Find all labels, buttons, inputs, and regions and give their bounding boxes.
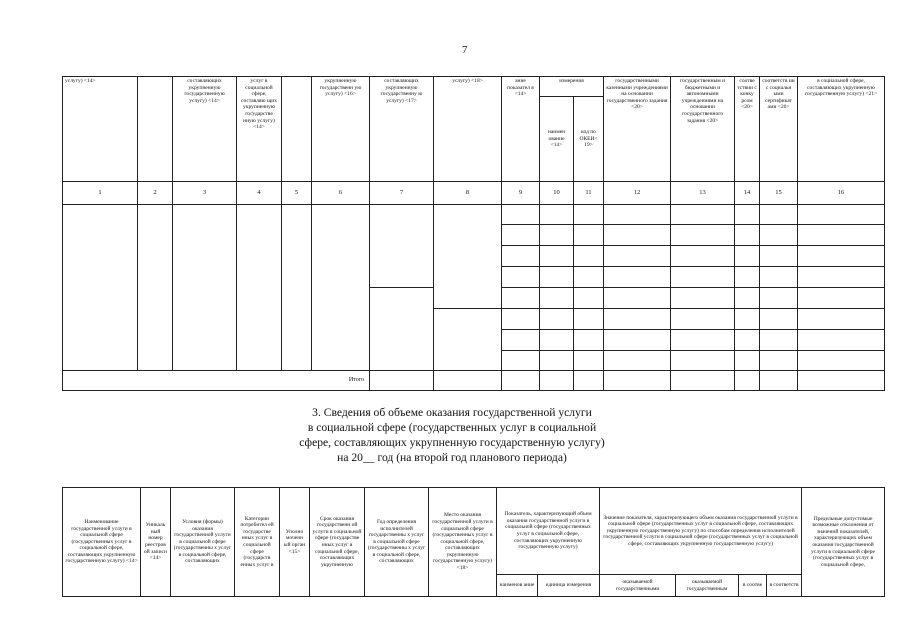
table-cell[interactable]	[760, 330, 798, 351]
table-cell[interactable]	[671, 351, 735, 371]
table-cell[interactable]	[671, 205, 735, 225]
hdr-col-8: услугу) <18>	[434, 77, 502, 182]
hdr-value-state-inst: оказываемой государственными	[600, 575, 676, 597]
table-cell[interactable]	[574, 288, 604, 309]
table-cell[interactable]	[540, 205, 574, 225]
table-cell[interactable]	[604, 351, 671, 371]
hdr-indicator-unit: единица измерения	[538, 575, 600, 597]
table-cell[interactable]	[760, 288, 798, 309]
table-cell[interactable]	[540, 330, 574, 351]
table-cell[interactable]	[671, 225, 735, 246]
table-cell[interactable]	[798, 288, 885, 309]
heading-line: в социальной сфере (государственных услуг в социальной	[307, 421, 597, 434]
colnum: 8	[434, 182, 502, 205]
table-cell[interactable]	[735, 246, 760, 267]
table-cell[interactable]	[540, 288, 574, 309]
total-row	[63, 371, 885, 391]
hdr-authority: Уполно моченн ый орган <15>	[280, 488, 310, 597]
table-cell[interactable]	[798, 330, 885, 351]
table-cell[interactable]	[502, 205, 540, 225]
table-cell[interactable]	[574, 246, 604, 267]
hdr-term: Срок оказания государственн ой услуги в социальной сфере (государстве нных услуг в социальной сфере, составляющих укрупненную	[310, 488, 365, 597]
table-cell[interactable]	[502, 246, 540, 267]
table-cell[interactable]	[282, 205, 312, 371]
page-number: 7	[462, 44, 468, 56]
table-cell[interactable]	[502, 351, 540, 371]
table-cell[interactable]	[370, 371, 434, 391]
colnum: 15	[760, 182, 798, 205]
table-cell[interactable]	[63, 205, 138, 371]
hdr-col-16: в социальной сфере, составляющих укрупненную государственную услугу) <21>	[798, 77, 885, 182]
table-cell[interactable]	[760, 267, 798, 288]
table-row	[63, 205, 885, 225]
heading-line: на 20__ год (на второй год планового периода)	[337, 451, 567, 464]
table-cell[interactable]	[798, 205, 885, 225]
hdr-deviation: Предельные допустимые возможные отклонения от значений показателей, характеризующих объем оказания государственной услуги в социальной сфере (государственных услуг в социальной сфере,	[802, 488, 885, 597]
table-cell[interactable]	[798, 309, 885, 330]
hdr-col-13: государственным и бюджетными и автономными учреждениями на основании государственного задания <20>	[671, 77, 735, 182]
colnum: 14	[735, 182, 760, 205]
hdr-col-7: составляющих укрупненную государственну ю услугу) <17>	[370, 77, 434, 182]
table-cell[interactable]	[237, 205, 282, 371]
hdr-col-4: услуг в социальной сфере, составляю щих укрупненную государстве нную услугу) <14>	[237, 77, 282, 182]
colnum: 7	[370, 182, 434, 205]
table-cell[interactable]	[760, 246, 798, 267]
table-cell[interactable]	[574, 225, 604, 246]
table-cell[interactable]	[540, 267, 574, 288]
hdr-consumer-category: Категории потребител ей государстве нных услуг в социальной сфере (государств енных услуг в	[235, 488, 280, 597]
colnum: 2	[138, 182, 173, 205]
table-cell[interactable]	[798, 267, 885, 288]
hdr-indicator-name: наименов ание	[497, 575, 538, 597]
table-cell[interactable]	[574, 205, 604, 225]
hdr-col-10: наимен ование <14>	[540, 97, 574, 182]
table-cell[interactable]	[735, 225, 760, 246]
table-cell[interactable]	[798, 371, 885, 391]
table-cell[interactable]	[540, 225, 574, 246]
table-cell[interactable]	[798, 225, 885, 246]
colnum: 5	[282, 182, 312, 205]
table-cell[interactable]	[502, 371, 540, 391]
table-cell[interactable]	[604, 225, 671, 246]
colnum: 9	[502, 182, 540, 205]
hdr-col-14: соотве тствии с конку рсом <20>	[735, 77, 760, 182]
table-cell[interactable]	[604, 205, 671, 225]
hdr-col-1: услугу) <14>	[63, 77, 138, 182]
table-cell[interactable]	[502, 288, 540, 309]
table-cell[interactable]	[735, 309, 760, 330]
table-cell[interactable]	[798, 351, 885, 371]
colnum: 4	[237, 182, 282, 205]
table-cell[interactable]	[540, 371, 574, 391]
hdr-unit: измерения	[540, 77, 604, 97]
hdr-conditions: Условия (формы) оказания государственной услуги в социальной сфере (государственны х услуг в социальной сфере, составляющих	[171, 488, 235, 597]
hdr-year: Год определения исполнителей государственны х услуг в социальной сфере (государственны х услуг в социальной сфере, составляющих	[365, 488, 429, 597]
table-cell[interactable]	[671, 288, 735, 309]
colnum: 6	[312, 182, 370, 205]
table-cell[interactable]	[574, 351, 604, 371]
lower-table	[62, 487, 885, 597]
table-cell[interactable]	[502, 330, 540, 351]
table-cell[interactable]	[604, 330, 671, 351]
hdr-col-6: укрупненную государственн ую услугу) <16>	[312, 77, 370, 182]
table-cell[interactable]	[604, 246, 671, 267]
column-numbers-row	[63, 182, 885, 205]
table-cell[interactable]	[671, 330, 735, 351]
colnum: 16	[798, 182, 885, 205]
upper-table	[62, 76, 885, 391]
table-cell[interactable]	[312, 205, 370, 371]
table-cell[interactable]	[138, 205, 173, 371]
table-cell[interactable]	[735, 371, 760, 391]
hdr-col-2	[138, 77, 173, 182]
table-cell[interactable]	[604, 267, 671, 288]
heading-line: сфере, составляющих укрупненную государственную услугу)	[299, 436, 605, 449]
table-cell[interactable]	[574, 330, 604, 351]
hdr-indicator: Показатель, характеризующий объем оказания государственной услуги в социальной сфере (государственных услуг в социальной сфере, составляющих укрупненную государственную услугу)	[497, 488, 600, 575]
hdr-col-3: составляющих укрупненную государственную услугу) <14>	[173, 77, 237, 182]
table-cell[interactable]	[735, 351, 760, 371]
table-cell[interactable]	[671, 267, 735, 288]
table-cell[interactable]	[760, 371, 798, 391]
table-cell[interactable]	[574, 267, 604, 288]
hdr-col-9: ание показател я <14>	[502, 77, 540, 182]
table-cell[interactable]	[502, 309, 540, 330]
table-cell[interactable]	[735, 288, 760, 309]
colnum: 1	[63, 182, 138, 205]
table-cell[interactable]	[540, 246, 574, 267]
total-label: Итого	[63, 371, 370, 391]
colnum: 12	[604, 182, 671, 205]
table-cell[interactable]	[502, 225, 540, 246]
hdr-col-11: код по ОКЕИ< 19>	[574, 97, 604, 182]
table-cell[interactable]	[574, 309, 604, 330]
table-cell[interactable]	[370, 288, 434, 371]
table-cell[interactable]	[173, 205, 237, 371]
table-cell[interactable]	[671, 246, 735, 267]
table-cell[interactable]	[574, 371, 604, 391]
table-cell[interactable]	[540, 309, 574, 330]
table-cell[interactable]	[434, 205, 502, 309]
table-cell[interactable]	[735, 267, 760, 288]
table-cell[interactable]	[370, 205, 434, 288]
table-cell[interactable]	[735, 330, 760, 351]
hdr-service-name: Наименование государственной услуги в социальной сфере (государственных услуг в социальной сфере, составляющих укрупненную государственную услугу) <14>	[63, 488, 141, 597]
table-cell[interactable]	[760, 351, 798, 371]
table-cell[interactable]	[760, 225, 798, 246]
colnum: 13	[671, 182, 735, 205]
hdr-col-15: соответств ии с социальн ыми сертификат ами <20>	[760, 77, 798, 182]
hdr-registry-number: Уникаль ный номер реестров ой записи <14>	[141, 488, 171, 597]
colnum: 10	[540, 182, 574, 205]
table-cell[interactable]	[604, 288, 671, 309]
table-cell[interactable]	[760, 309, 798, 330]
table-cell[interactable]	[604, 371, 671, 391]
table-cell[interactable]	[434, 371, 502, 391]
hdr-value: Значение показателя, характеризующего объем оказания государственной услуги в социальной сфере (государственных услуг в социальной сфере, составляющих укрупненную государственную услугу) по способам определения исполнителей государственной услуги в социальной сфере (государственных услуг в социальной сфере, составляющих укрупненную государственную услугу)	[600, 488, 802, 575]
table-cell[interactable]	[760, 205, 798, 225]
hdr-col-12: государственными казенными учреждениями на основании государственного задания <20>	[604, 77, 671, 182]
hdr-place: Место оказания государственной услуги в социальной сфере (государственных услуг в социальной сфере, составляющих укрупненную государственную услугу) <18>	[429, 488, 497, 597]
hdr-value-competition: в соотве	[739, 575, 767, 597]
table-cell[interactable]	[434, 309, 502, 371]
table-cell[interactable]	[502, 267, 540, 288]
table-cell[interactable]	[540, 351, 574, 371]
hdr-value-certificates: в соответств	[767, 575, 802, 597]
table-cell[interactable]	[671, 371, 735, 391]
hdr-value-budget-inst: оказываемой государственным	[676, 575, 739, 597]
table-cell[interactable]	[671, 309, 735, 330]
table-cell[interactable]	[798, 246, 885, 267]
colnum: 3	[173, 182, 237, 205]
table-cell[interactable]	[735, 205, 760, 225]
colnum: 11	[574, 182, 604, 205]
heading-line: 3. Сведения об объеме оказания государственной услуги	[312, 406, 592, 419]
section-heading	[282, 405, 622, 465]
hdr-col-5	[282, 77, 312, 182]
table-cell[interactable]	[604, 309, 671, 330]
